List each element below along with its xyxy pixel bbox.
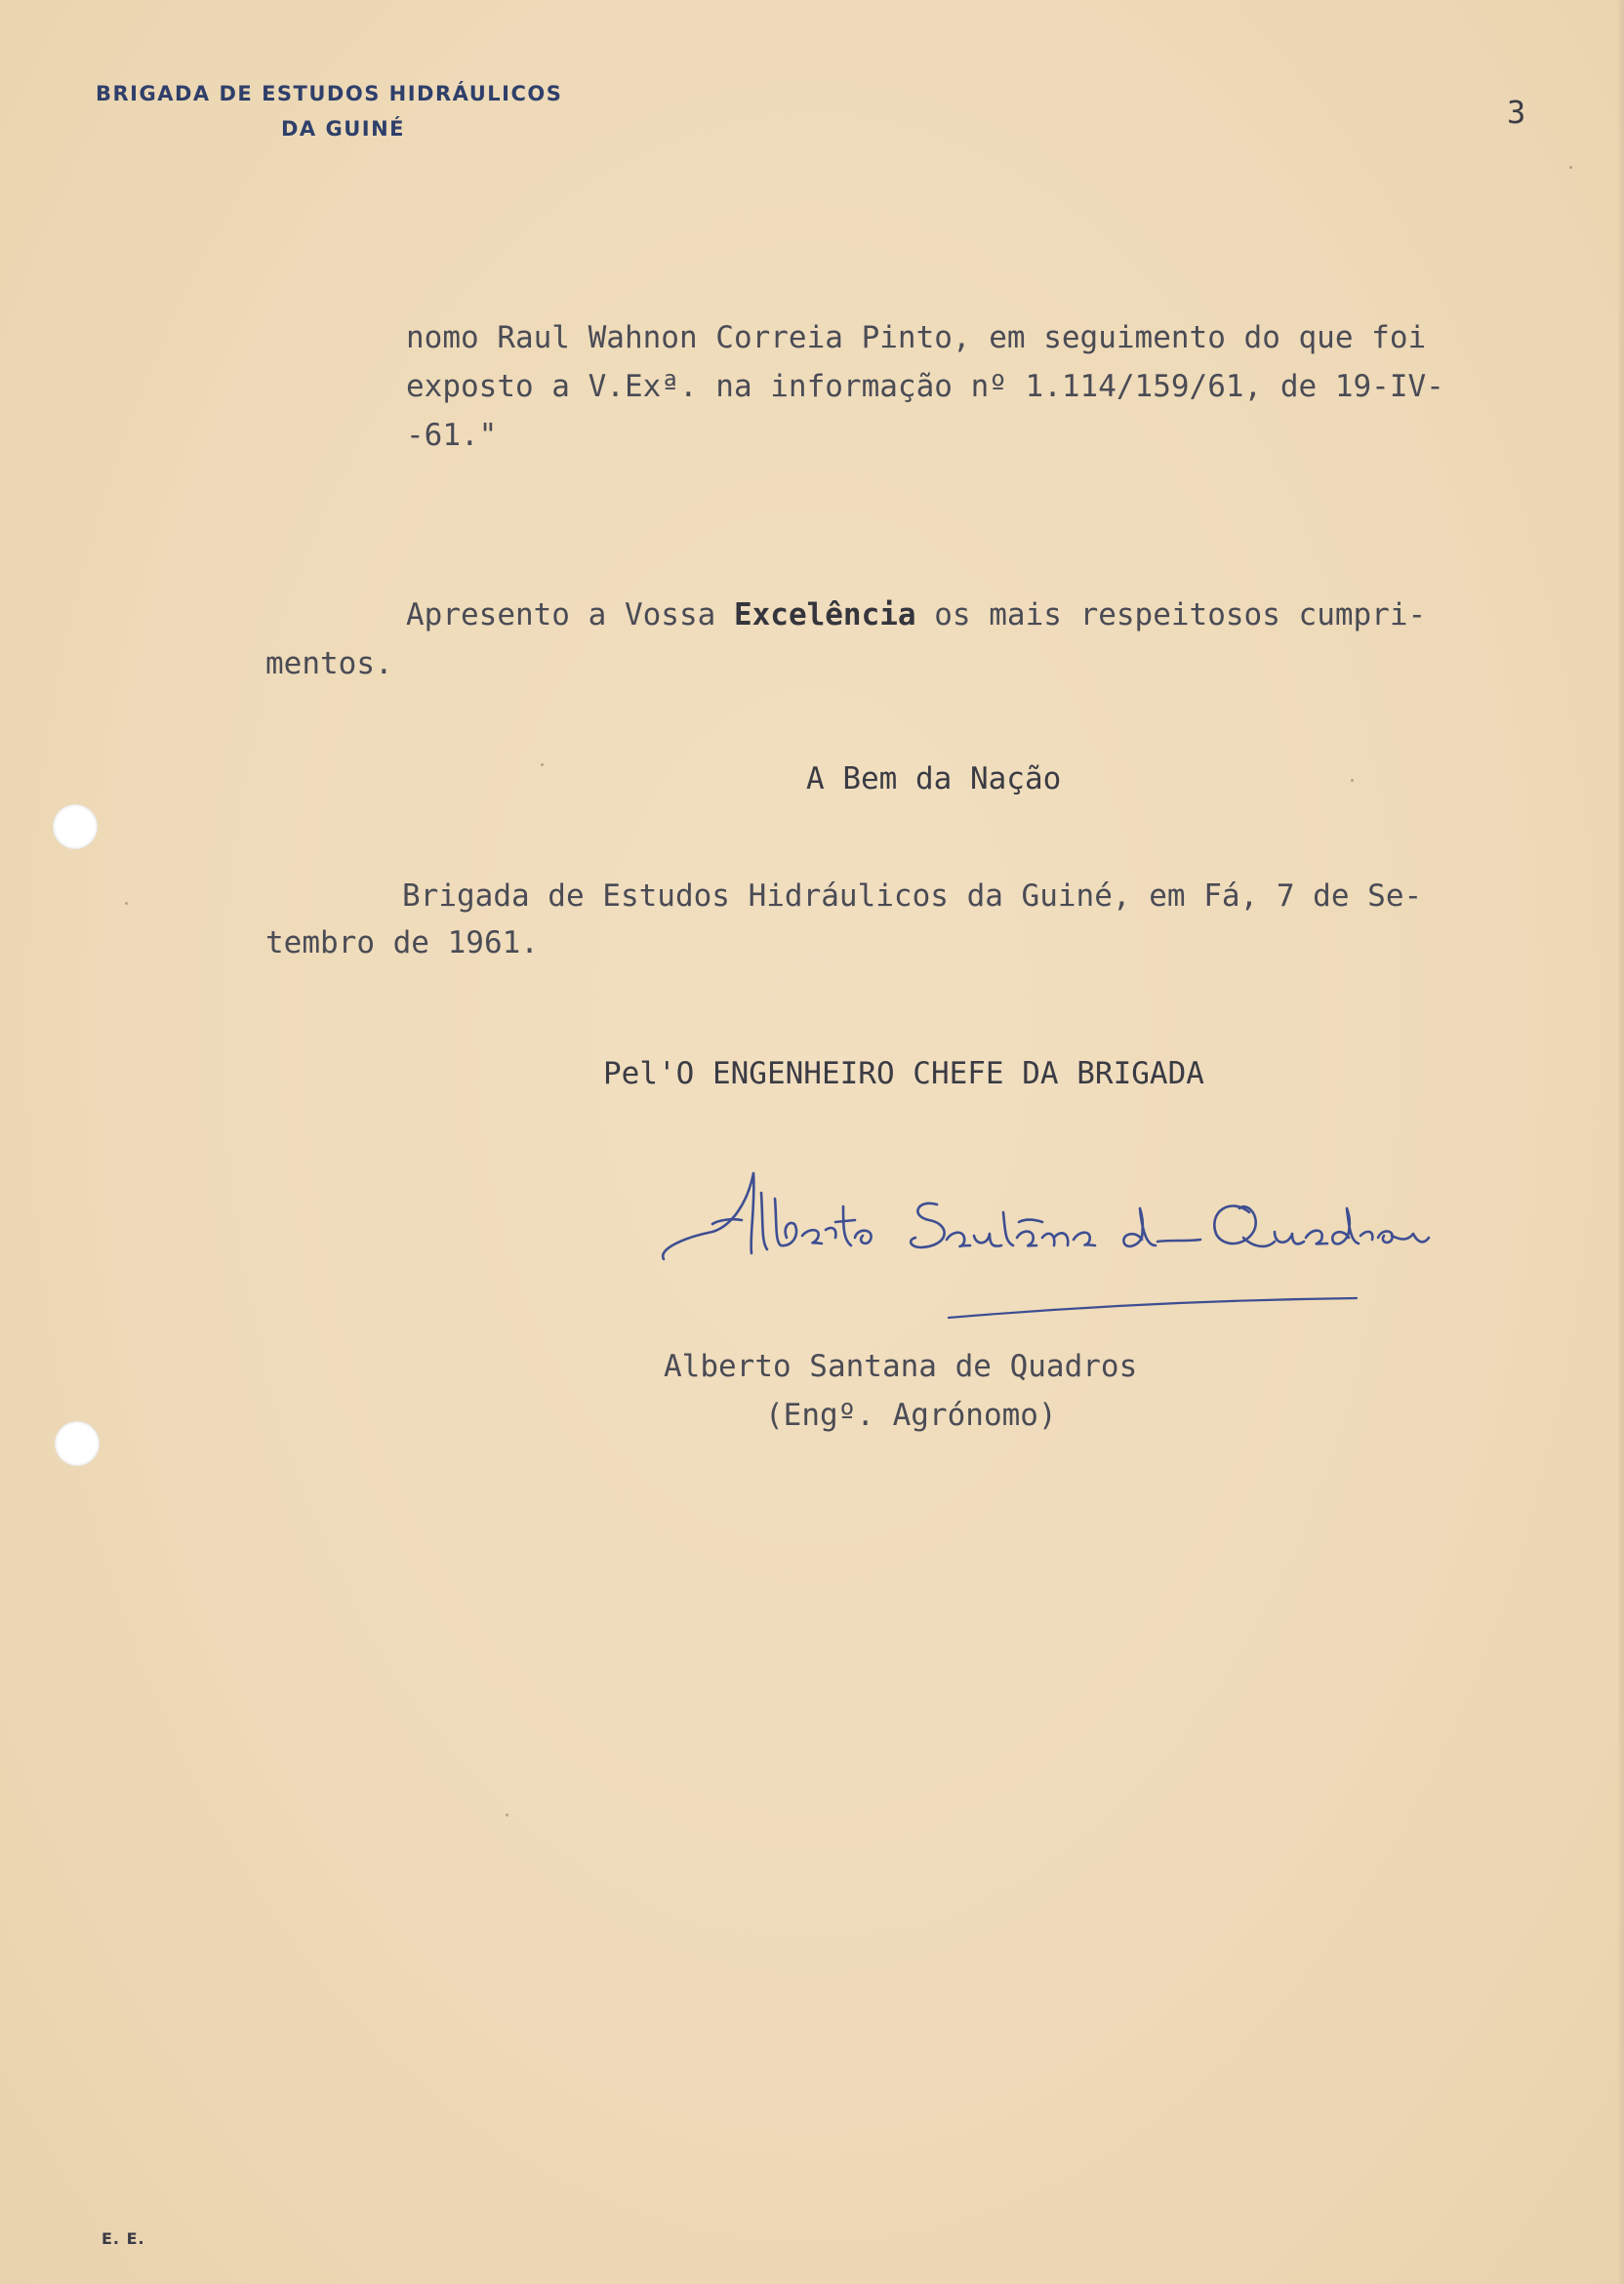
page-number: 3 bbox=[1507, 94, 1526, 131]
body-line: -61." bbox=[406, 418, 498, 453]
closing-text-end: os mais respeitosos cumpri- bbox=[915, 597, 1427, 632]
paper-speck bbox=[125, 902, 128, 905]
signatory-role: (Engº. Agrónomo) bbox=[765, 1398, 1057, 1433]
body-line: nomo Raul Wahnon Correia Pinto, em seguimento do que foi bbox=[406, 320, 1427, 355]
closing-line bbox=[406, 591, 1426, 638]
letterhead bbox=[96, 76, 562, 146]
paper-speck bbox=[1569, 166, 1572, 169]
signature bbox=[654, 1144, 1493, 1320]
body-line: exposto a V.Exª. na informação nº 1.114/159/61, de 19-IV- bbox=[406, 369, 1444, 404]
salutation: A Bem da Nação bbox=[806, 761, 1062, 796]
paper-speck bbox=[541, 763, 544, 766]
letterhead-line-2: DA GUINÉ bbox=[281, 117, 406, 141]
letterhead-line-1: BRIGADA DE ESTUDOS HIDRÁULICOS bbox=[96, 82, 563, 105]
signatory-title: Pel'O ENGENHEIRO CHEFE DA BRIGADA bbox=[603, 1056, 1204, 1091]
place-date-line: Brigada de Estudos Hidráulicos da Guiné, em Fá, 7 de Se- bbox=[402, 878, 1423, 914]
footer-code: E. E. bbox=[102, 2229, 145, 2248]
paper-edge bbox=[1618, 0, 1624, 2284]
binder-hole bbox=[53, 804, 98, 849]
closing-text-start: Apresento a Vossa bbox=[406, 597, 734, 632]
paper-speck bbox=[506, 1814, 508, 1816]
paper-speck bbox=[1351, 779, 1354, 782]
place-date-line-2: tembro de 1961. bbox=[265, 925, 539, 960]
binder-hole bbox=[55, 1421, 100, 1466]
closing-text-bold: Excelência bbox=[733, 597, 916, 632]
closing-line-2: mentos. bbox=[265, 646, 393, 681]
signatory-name: Alberto Santana de Quadros bbox=[664, 1349, 1138, 1384]
